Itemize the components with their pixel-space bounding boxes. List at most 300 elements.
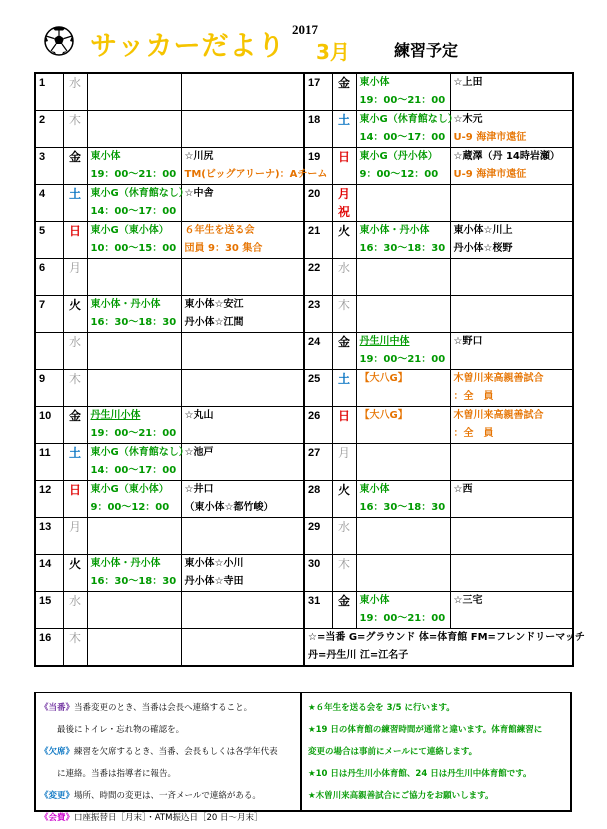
day-number-cell (35, 499, 63, 518)
day-number-cell (304, 425, 332, 444)
venue: 東小体・丹小体 (87, 555, 181, 574)
duty: ☆上田 (450, 73, 573, 92)
table-row (35, 536, 573, 555)
venue: 東小G（休育館なし） (87, 444, 181, 463)
weekday: 木 (332, 296, 356, 315)
note: U-9 海津市遠征 (450, 129, 573, 148)
day-number-cell (35, 92, 63, 111)
time (87, 277, 181, 296)
day-number: 3 (35, 148, 63, 167)
time (356, 203, 450, 222)
note-label: 《欠席》 (40, 747, 75, 757)
duty: ☆西 (450, 481, 573, 500)
weekday: 日 (332, 407, 356, 426)
duty: ☆中舎 (181, 185, 304, 204)
duty (181, 73, 304, 92)
weekday: 木 (63, 629, 87, 648)
weekday-cell (332, 462, 356, 481)
day-number-cell (304, 499, 332, 518)
weekday-cell (332, 388, 356, 407)
day-number: 28 (304, 481, 332, 500)
duty: 東小体☆小川 (181, 555, 304, 574)
duty (450, 555, 573, 574)
weekday-cell (63, 166, 87, 185)
duty: ☆蔵澤（丹 14時岩瀬） (450, 148, 573, 167)
notice-line: ★木曽川来高親善試合にご協力をお願いします。 (308, 791, 494, 801)
weekday: 土 (332, 370, 356, 389)
time: 9：00～12：00 (87, 499, 181, 518)
note: U-9 海津市遠征 (450, 166, 573, 185)
duty (450, 444, 573, 463)
weekday-cell (63, 203, 87, 222)
duty (450, 518, 573, 537)
weekday: 日 (63, 481, 87, 500)
note (450, 277, 573, 296)
note-label: 《変更》 (40, 791, 75, 801)
day-number-cell (35, 129, 63, 148)
note (181, 129, 304, 148)
note (181, 203, 304, 222)
weekday: 金 (63, 148, 87, 167)
day-number-cell (35, 351, 63, 370)
day-number-cell (304, 536, 332, 555)
weekday: 金 (332, 333, 356, 352)
duty (181, 333, 304, 352)
time (356, 277, 450, 296)
weekday: 水 (63, 592, 87, 611)
weekday: 木 (63, 111, 87, 130)
note-text: に連絡。当番は指導者に報告。 (40, 769, 177, 779)
weekday-cell (332, 351, 356, 370)
duty (181, 111, 304, 130)
weekday: 月 (63, 259, 87, 278)
venue: 東小体・丹小体 (356, 222, 450, 241)
weekday-cell (332, 536, 356, 555)
note (450, 203, 573, 222)
day-number-cell (304, 314, 332, 333)
note (450, 573, 573, 592)
weekday: 水 (63, 333, 87, 352)
venue: 東小G（東小体） (87, 481, 181, 500)
table-row (35, 185, 573, 204)
weekday: 土 (63, 185, 87, 204)
venue (87, 592, 181, 611)
time: 16：30～18：30 (356, 240, 450, 259)
venue (87, 629, 181, 648)
note-label: 《当番》 (40, 703, 75, 713)
time (87, 388, 181, 407)
weekday-cell (63, 610, 87, 629)
note: 丹小体☆江間 (181, 314, 304, 333)
table-row (35, 129, 573, 148)
note (181, 388, 304, 407)
year-label: 2017 (292, 22, 318, 37)
table-row (35, 425, 573, 444)
weekday: 月 (332, 185, 356, 204)
venue: 丹生川小体 (87, 407, 181, 426)
header (34, 12, 574, 72)
time (87, 351, 181, 370)
table-row (35, 277, 573, 296)
schedule-table (34, 72, 585, 667)
table-row (35, 518, 573, 537)
day-number-cell (35, 462, 63, 481)
venue: 丹生川中体 (356, 333, 450, 352)
day-number-cell (304, 240, 332, 259)
venue: 東小体 (356, 481, 450, 500)
table-row (35, 166, 573, 185)
venue: 東小G（東小体） (87, 222, 181, 241)
weekday-cell (63, 129, 87, 148)
note (181, 425, 304, 444)
duty (181, 629, 304, 648)
venue (87, 111, 181, 130)
venue: 東小体 (356, 73, 450, 92)
weekday: 月 (63, 518, 87, 537)
time: 19：00～21：00 (87, 425, 181, 444)
day-number: 27 (304, 444, 332, 463)
day-number: 17 (304, 73, 332, 92)
weekday-cell (63, 388, 87, 407)
time (356, 573, 450, 592)
day-number-cell (35, 573, 63, 592)
duty (450, 296, 573, 315)
weekday: 日 (332, 148, 356, 167)
weekday-cell (63, 425, 87, 444)
legend-line: ☆=当番 G=グラウンド 体=体育館 FM=フレンドリーマッチ (308, 632, 585, 643)
time: 19：00～21：00 (356, 351, 450, 370)
venue (87, 518, 181, 537)
duty (450, 259, 573, 278)
day-number: 23 (304, 296, 332, 315)
table-row (35, 240, 573, 259)
day-number: 2 (35, 111, 63, 130)
day-number: 4 (35, 185, 63, 204)
weekday-cell (63, 499, 87, 518)
day-number-cell (304, 92, 332, 111)
weekday-cell (332, 129, 356, 148)
table-row (35, 351, 573, 370)
note: 団員 9：30 集合 (181, 240, 304, 259)
table-row (35, 111, 573, 130)
table-row (35, 592, 573, 611)
time (87, 92, 181, 111)
plan-label: 練習予定 (394, 41, 459, 60)
note (181, 277, 304, 296)
weekday: 金 (332, 592, 356, 611)
day-number: 10 (35, 407, 63, 426)
day-number-cell (35, 240, 63, 259)
weekday: 火 (63, 555, 87, 574)
day-number: 19 (304, 148, 332, 167)
time: 14：00～17：00 (356, 129, 450, 148)
day-number-cell (35, 277, 63, 296)
weekday-cell (332, 573, 356, 592)
note (450, 499, 573, 518)
note-line (40, 697, 296, 719)
venue (356, 518, 450, 537)
duty: ６年生を送る会 (181, 222, 304, 241)
table-row (35, 148, 573, 167)
venue (356, 259, 450, 278)
venue: 東小G（丹小体） (356, 148, 450, 167)
weekday-cell (332, 425, 356, 444)
venue (356, 444, 450, 463)
note (181, 462, 304, 481)
note-text: 最後にトイレ・忘れ物の確認を。 (40, 725, 185, 735)
weekday: 水 (63, 73, 87, 92)
day-number: 26 (304, 407, 332, 426)
day-number-cell (35, 203, 63, 222)
time (87, 610, 181, 629)
table-row (35, 555, 573, 574)
note-line (40, 785, 296, 807)
note-text: 場所、時間の変更は、一斉メールで連絡がある。 (74, 791, 261, 801)
day-number: 7 (35, 296, 63, 315)
weekday: 火 (332, 222, 356, 241)
legend (304, 629, 585, 667)
table-row (35, 407, 573, 426)
weekday: 木 (332, 555, 356, 574)
duty: ☆三宅 (450, 592, 573, 611)
duty (181, 592, 304, 611)
table-row (35, 203, 573, 222)
venue: 東小体 (356, 592, 450, 611)
table-row (35, 573, 573, 592)
day-number-cell (304, 203, 332, 222)
table-row (35, 444, 573, 463)
day-number-cell (304, 573, 332, 592)
day-number: 14 (35, 555, 63, 574)
time (87, 647, 181, 666)
duty: ☆池戸 (181, 444, 304, 463)
duty (181, 518, 304, 537)
day-number: 11 (35, 444, 63, 463)
day-number-cell (304, 351, 332, 370)
venue (356, 296, 450, 315)
table-row (35, 92, 573, 111)
venue (87, 333, 181, 352)
time: 16：30～18：30 (87, 573, 181, 592)
note: ：全 員 (450, 425, 573, 444)
note (181, 92, 304, 111)
table-row (35, 314, 573, 333)
day-number-cell (35, 314, 63, 333)
time (356, 536, 450, 555)
duty: 東小体☆安江 (181, 296, 304, 315)
weekday: 金 (332, 73, 356, 92)
note: TM(ビッグアリーナ)：Aチーム (181, 166, 304, 185)
weekday-cell (63, 536, 87, 555)
notes-box (34, 692, 572, 823)
day-number: 9 (35, 370, 63, 389)
day-number: 22 (304, 259, 332, 278)
day-number: 16 (35, 629, 63, 648)
time (87, 129, 181, 148)
day-number: 18 (304, 111, 332, 130)
table-row (35, 370, 573, 389)
weekday-cell (63, 314, 87, 333)
duty: 木曽川来高親善試合 (450, 370, 573, 389)
weekday-cell (332, 499, 356, 518)
day-number: 31 (304, 592, 332, 611)
venue (87, 73, 181, 92)
table-row (35, 259, 573, 278)
note: ：全 員 (450, 388, 573, 407)
table-row (35, 333, 573, 352)
duty (181, 259, 304, 278)
time: 19：00～21：00 (87, 166, 181, 185)
note-text: 口座振替日［月末］・ATM振込日［20 日～月末］ (74, 813, 263, 823)
notice-line: ★10 日は丹生川小体育館、24 日は丹生川中体育館です。 (308, 769, 532, 779)
notice-line: 変更の場合は事前にメールにて連絡します。 (308, 747, 478, 757)
notice-line: ★６年生を送る会を 3/5 に行います。 (308, 703, 455, 713)
venue (356, 185, 450, 204)
table-row (35, 499, 573, 518)
venue: 東小体・丹小体 (87, 296, 181, 315)
day-number-cell (304, 610, 332, 629)
day-number-cell (304, 462, 332, 481)
weekday-cell (332, 277, 356, 296)
time: 16：30～18：30 (356, 499, 450, 518)
day-number: 25 (304, 370, 332, 389)
note (181, 647, 304, 666)
venue (356, 555, 450, 574)
time: 9：00～12：00 (356, 166, 450, 185)
weekday-cell (332, 166, 356, 185)
weekday: 土 (332, 111, 356, 130)
day-number-cell (304, 388, 332, 407)
note (450, 536, 573, 555)
venue (87, 259, 181, 278)
note-line (40, 763, 296, 785)
note-line (40, 807, 296, 829)
day-number (35, 333, 63, 352)
day-number: 1 (35, 73, 63, 92)
day-number: 12 (35, 481, 63, 500)
venue: 【大八G】 (356, 407, 450, 426)
note (181, 536, 304, 555)
venue (87, 370, 181, 389)
weekday: 日 (63, 222, 87, 241)
note (181, 610, 304, 629)
table-row (35, 481, 573, 500)
note-line (40, 741, 296, 763)
day-number-cell (35, 536, 63, 555)
venue: 東小G（休育館なし） (87, 185, 181, 204)
weekday: 火 (63, 296, 87, 315)
time (87, 536, 181, 555)
weekday-cell (332, 610, 356, 629)
legend-line: 丹=丹生川 江=江名子 (308, 650, 409, 661)
weekday: 月 (332, 444, 356, 463)
duty: ☆川尻 (181, 148, 304, 167)
day-number: 6 (35, 259, 63, 278)
note (450, 610, 573, 629)
time: 19：00～21：00 (356, 610, 450, 629)
table-row (35, 222, 573, 241)
weekday-cell (63, 277, 87, 296)
page-title: サッカーだより (90, 31, 286, 62)
table-row (35, 610, 573, 629)
day-number: 20 (304, 185, 332, 204)
weekday-cell (63, 351, 87, 370)
day-number: 13 (35, 518, 63, 537)
day-number: 29 (304, 518, 332, 537)
duty: ☆井口 (181, 481, 304, 500)
table-row (35, 388, 573, 407)
weekday: 土 (63, 444, 87, 463)
note-text: 当番変更のとき、当番は会長へ連絡すること。 (74, 703, 253, 713)
duty: ☆野口 (450, 333, 573, 352)
day-number-cell (35, 610, 63, 629)
venue: 東小体 (87, 148, 181, 167)
time: 14：00～17：00 (87, 462, 181, 481)
note (450, 92, 573, 111)
weekday-cell (63, 573, 87, 592)
weekday: 水 (332, 259, 356, 278)
weekday: 木 (63, 370, 87, 389)
day-number: 5 (35, 222, 63, 241)
note-text: 練習を欠席するとき、当番、会長もしくは各学年代表 (74, 747, 278, 757)
notes-right (302, 693, 572, 810)
weekday-cell (332, 92, 356, 111)
time (356, 462, 450, 481)
table-row (35, 629, 573, 648)
time: 10：00～15：00 (87, 240, 181, 259)
duty: 東小体☆川上 (450, 222, 573, 241)
day-number-cell (35, 425, 63, 444)
weekday-cell (63, 647, 87, 666)
duty: 木曽川来高親善試合 (450, 407, 573, 426)
duty (450, 185, 573, 204)
day-number-cell (304, 277, 332, 296)
note (450, 462, 573, 481)
venue: 【大八G】 (356, 370, 450, 389)
note (450, 314, 573, 333)
table-row (35, 73, 573, 92)
note: 丹小体☆寺田 (181, 573, 304, 592)
note-label: 《会費》 (40, 813, 75, 823)
holiday-mark: 祝 (332, 203, 356, 222)
note-line (40, 719, 296, 741)
day-number-cell (304, 129, 332, 148)
note: 丹小体☆桜野 (450, 240, 573, 259)
table-row (35, 296, 573, 315)
note: （東小体☆都竹峻） (181, 499, 304, 518)
day-number-cell (35, 166, 63, 185)
day-number-cell (35, 388, 63, 407)
time: 16：30～18：30 (87, 314, 181, 333)
table-row (35, 462, 573, 481)
time: 19：00～21：00 (356, 92, 450, 111)
time (356, 388, 450, 407)
notes-left (36, 693, 302, 823)
weekday-cell (332, 314, 356, 333)
weekday-cell (63, 92, 87, 111)
weekday: 火 (332, 481, 356, 500)
soccer-ball-icon (44, 26, 74, 56)
notice-line: ★19 日の体育館の練習時間が通常と違います。体育館練習に (308, 725, 543, 735)
duty: ☆丸山 (181, 407, 304, 426)
day-number: 24 (304, 333, 332, 352)
day-number-cell (35, 647, 63, 666)
note (181, 351, 304, 370)
weekday: 水 (332, 518, 356, 537)
day-number: 21 (304, 222, 332, 241)
time (356, 425, 450, 444)
time: 14：00～17：00 (87, 203, 181, 222)
